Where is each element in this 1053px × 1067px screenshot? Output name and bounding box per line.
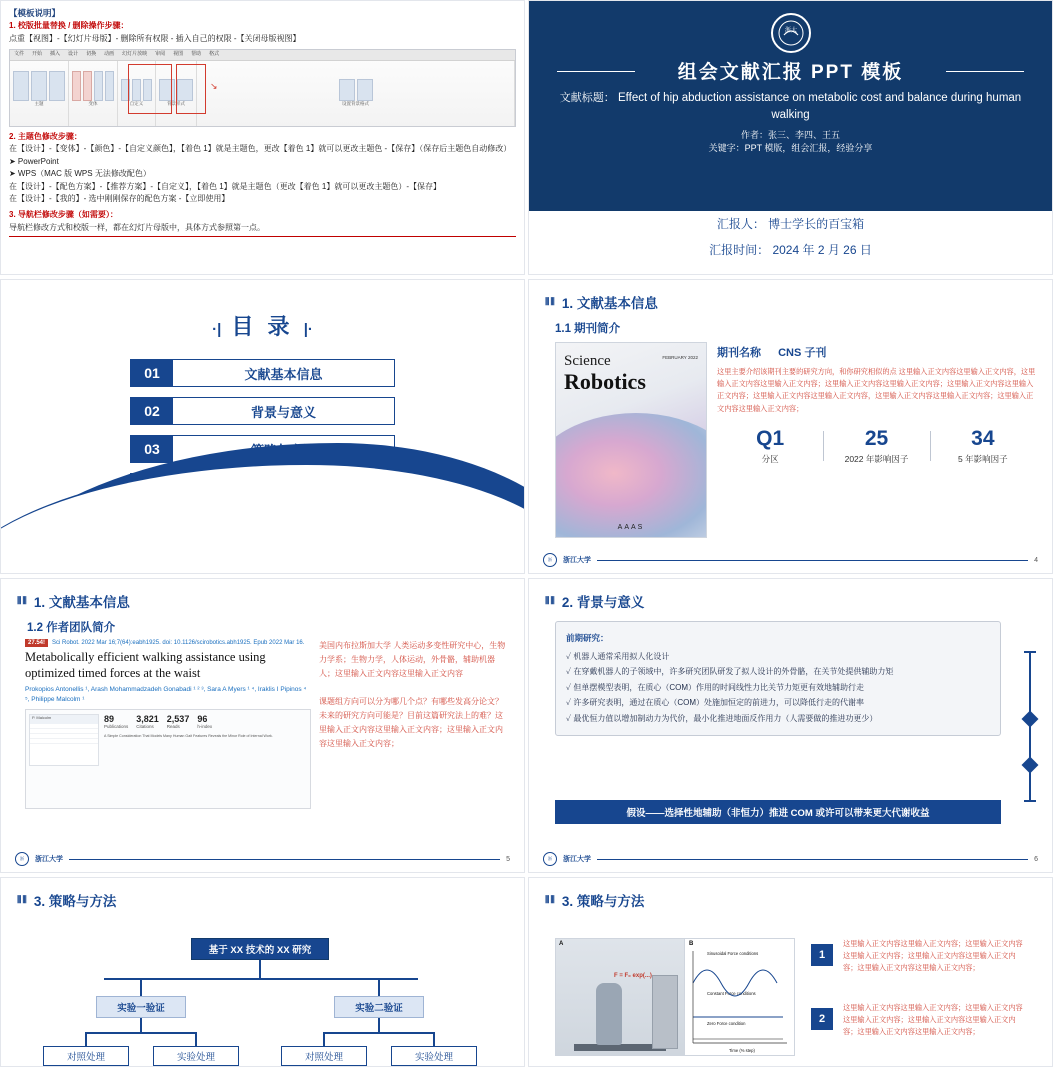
catalog-item-2[interactable] xyxy=(130,397,395,425)
background-bullet-5-text: 最优恒力值以增加制动力为代价，最小化推进地面反作用力（人需要做的推进功更少） xyxy=(573,713,878,723)
instructions-section1-title: 1. 校版批量替换 / 删除操作步骤： xyxy=(9,21,129,31)
journal-info xyxy=(717,342,1036,538)
ribbon-tab-2: 插入 xyxy=(50,50,61,57)
authors-section-title: 1. 文献基本信息 xyxy=(33,595,130,610)
catalog-item-1-label: 文献基本信息 xyxy=(173,360,394,386)
flowchart-connector xyxy=(85,1032,197,1034)
flowchart-connector xyxy=(259,960,261,978)
background-bullet-5: ✓ 最优恒力值以增加制动力为代价，最小化推进地面反作用力（人需要做的推进功更少） xyxy=(566,713,878,723)
university-logo-icon: 浙 xyxy=(15,852,29,866)
profile-stat-hindex-value: 96 xyxy=(197,714,208,725)
instructions-section2-line-2: ➤ WPS（MAC 版 WPS 无法修改配色） xyxy=(9,169,151,179)
ribbon-screenshot xyxy=(9,49,516,127)
ribbon-group-4-label: 设置背景格式 xyxy=(342,100,369,106)
authors-content xyxy=(1,635,524,809)
journal-metric-if5-value: 34 xyxy=(971,426,995,450)
background-bullet-2-text: 在穿戴机器人的子领域中，许多研究团队研发了拟人设计的外骨骼，在关节处提供辅助力矩 xyxy=(573,667,894,677)
journal-metric-if5 xyxy=(930,427,1036,465)
instructions-section2-line-3: 在【设计】-【配色方案】-【推荐方案】-【自定义】，【着色 1】就是主题色（更改【着色 1】就可以更改主题色）-【保存】 xyxy=(9,181,441,191)
ribbon-group-2-label: 自定义 xyxy=(129,100,144,106)
authors-sub-title: 1.2 作者团队简介 xyxy=(27,622,116,634)
slide-methods xyxy=(528,877,1053,1067)
profile-row xyxy=(30,739,98,744)
paper-head xyxy=(25,639,311,647)
ribbon-tab-7: 审阅 xyxy=(155,50,166,57)
catalog-title: 目 录 xyxy=(231,314,294,339)
walking-subject-icon xyxy=(596,983,622,1045)
ribbon-group-0 xyxy=(10,61,69,126)
background-bullet-4-text: 许多研究表明，通过在质心（COM）处施加恒定的前进力，可以降低行走的代谢率 xyxy=(573,698,865,708)
instructions-section2-line-0: 在【设计】-【变体】-【颜色】-【自定义颜色】，【着色 1】就是主题色，更改【着色 1】就可以更改主题色 -【保存】（保存后主题色自动修改） xyxy=(9,144,512,154)
university-logo-icon: 浙 xyxy=(543,553,557,567)
variant-icon xyxy=(72,71,81,101)
instructions-section3-line-0: 导航栏修改方式和校版一样，都在幻灯片母版中，具体方式参照第一点。 xyxy=(9,222,265,232)
slide-authors xyxy=(0,578,525,873)
methods-section-head xyxy=(529,878,1052,910)
ribbon-group-0-label: 主题 xyxy=(34,100,44,106)
profile-abstract-text: A Simple Consideration That Models Many Human Gait Features Reveals the Minor Role of Internal Work. xyxy=(104,734,273,739)
highlight-box-color xyxy=(176,64,206,114)
background-bullet-1-text: 机器人通常采用拟人化设计 xyxy=(573,651,670,661)
cover-keywords: 关键字：PPT 模版，组会汇报，经验分享 xyxy=(708,143,873,154)
cover-authors-block xyxy=(529,129,1052,156)
cover-authors: 作者：张三、李四、王五 xyxy=(740,129,840,140)
journal-cover-word2: Robotics xyxy=(564,369,646,394)
section-marker-icon: ⦀⦀ xyxy=(545,296,556,308)
flowchart-connector xyxy=(378,1018,380,1032)
cover-paper-label: 文献标题： xyxy=(559,92,615,104)
journal-name-label: 期刊名称 xyxy=(717,347,761,359)
equipment-rack-icon xyxy=(652,975,678,1049)
designer-icon xyxy=(357,79,373,101)
profile-stat-citations xyxy=(136,714,159,729)
cover-meta xyxy=(529,211,1052,264)
impact-badge: 27.54! xyxy=(25,639,48,647)
cover-reporter: 汇报人： 博士学长的百宝箱 xyxy=(716,217,865,231)
instructions-section3-title: 3. 导航栏修改步骤（如需要）： xyxy=(9,210,118,220)
paper-journal-line: Sci Robot. 2022 Mar 16;7(64):eabh1925. doi: 10.1126/scirobotics.abh1925. Epub 2022 Mar 16. xyxy=(52,640,305,646)
ribbon-tab-6: 幻灯片放映 xyxy=(122,50,148,57)
flowchart xyxy=(1,910,524,1063)
ribbon-tab-5: 动画 xyxy=(104,50,115,57)
svg-text:浙大: 浙大 xyxy=(784,28,797,34)
paper-authors: Prokopios Antonellis ¹, Arash Mohammadzadeh Gonabadi ¹ ² ³, Sara A Myers ¹ ⁴, Iraklis I Pipinos ⁴ ⁵, Philippe Malcolm ¹ xyxy=(25,686,307,703)
background-bullet-1: ✓ 机器人通常采用拟人化设计 xyxy=(566,651,670,661)
variant-icon xyxy=(83,71,92,101)
section-marker-icon: ⦀⦀ xyxy=(17,894,28,906)
format-background-icon xyxy=(339,79,355,101)
cover-top xyxy=(529,13,1052,185)
timeline-dot-2 xyxy=(1022,757,1039,774)
background-lead: 前期研究： xyxy=(566,633,609,643)
decorative-wave-white xyxy=(0,463,525,574)
instructions-section2-line-4: 在【设计】-【我的】- 选中刚刚保存的配色方案 -【立即使用】 xyxy=(9,194,230,204)
university-logo-icon xyxy=(771,13,811,53)
methods-figure xyxy=(555,938,795,1056)
profile-stat-reads-value: 2,537 xyxy=(166,714,190,725)
arrow-red-icon: ↘ xyxy=(210,80,218,91)
figure-curves xyxy=(687,947,795,1047)
authors-section-head xyxy=(1,579,524,611)
profile-stat-publications-value: 89 xyxy=(104,714,115,725)
authors-notes xyxy=(319,639,510,809)
slide-cover xyxy=(528,0,1053,275)
flowchart-section-head xyxy=(1,878,524,910)
flowchart-level3-2: 实验处理 xyxy=(153,1046,239,1066)
profile-stat-citations-value: 3,821 xyxy=(136,714,159,725)
flowchart-level2-1: 实验一验证 xyxy=(96,996,186,1018)
journal-metric-if-label: 2022 年影响因子 xyxy=(844,453,909,464)
profile-card-box xyxy=(29,714,99,766)
catalog-deco-left: ·| xyxy=(212,321,222,338)
footer-rule xyxy=(69,859,500,860)
profile-stat-publications xyxy=(104,714,128,729)
catalog-item-1[interactable] xyxy=(130,359,395,387)
timeline-dot-1 xyxy=(1022,711,1039,728)
cover-bottom xyxy=(529,211,1052,275)
background-bullet-2: ✓ 在穿戴机器人的子领域中，许多研究团队研发了拟人设计的外骨骼，在关节处提供辅助力矩 xyxy=(566,667,894,677)
flowchart-connector xyxy=(433,1032,435,1046)
section-marker-icon: ⦀⦀ xyxy=(545,595,556,607)
footer-rule xyxy=(597,560,1028,561)
footer-logo-text: 浙江大学 xyxy=(35,856,63,863)
theme-icon xyxy=(13,71,29,101)
journal-metric-quartile-label: 分区 xyxy=(761,453,779,464)
catalog-title-row xyxy=(1,310,524,341)
ribbon-group-4 xyxy=(197,61,515,126)
highlight-box-variant xyxy=(128,64,172,114)
curve-label-zero: Zero Force condition xyxy=(707,1021,746,1026)
journal-name-row xyxy=(717,344,1036,360)
variant-icon xyxy=(94,71,103,101)
flowchart-root: 基于 XX 技术的 XX 研究 xyxy=(191,938,329,960)
profile-stat-hindex xyxy=(197,714,212,729)
journal-content xyxy=(529,336,1052,538)
background-section-title: 2. 背景与意义 xyxy=(561,595,645,610)
flowchart-section-title: 3. 策略与方法 xyxy=(33,894,117,909)
flowchart-level3-3: 对照处理 xyxy=(281,1046,367,1066)
journal-section-title: 1. 文献基本信息 xyxy=(561,296,658,311)
theme-icon xyxy=(49,71,65,101)
profile-stat-reads xyxy=(167,714,190,729)
figure-panel-a-label: A xyxy=(559,941,564,947)
flowchart-connector xyxy=(140,1018,142,1032)
background-bullet-3-text: 但单摆模型表明，在质心（COM）作用的时间线性力比关节力矩更有效地辅助行走 xyxy=(573,682,865,692)
cover-title: 组会文献汇报 PPT 模板 xyxy=(529,57,1052,84)
journal-metric-if-value: 25 xyxy=(864,426,889,450)
instructions-section2-line-1: ➤ PowerPoint xyxy=(9,156,59,166)
flowchart-connector xyxy=(378,978,380,996)
journal-metric-if5-label: 5 年影响因子 xyxy=(958,453,1008,464)
journal-sub-title: 1.1 期刊简介 xyxy=(555,323,621,335)
curve-label-constant: Constant Force conditions xyxy=(707,991,756,996)
catalog-item-3-number: 03 xyxy=(131,436,173,462)
background-footer xyxy=(529,852,1052,866)
authors-note-2: 课题组方向可以分为哪几个点？有哪些发高分论文？未来的研究方向可能是？目前这篇研究法上的难？这里输入正文内容这里输入正文内容；这里输入正文内容这里输入正文内容； xyxy=(319,697,503,748)
flowchart-level3-1: 对照处理 xyxy=(43,1046,129,1066)
cover-art-swirl xyxy=(555,413,707,538)
flowchart-connector xyxy=(323,1032,325,1046)
variant-icon xyxy=(105,71,114,101)
ribbon-tab-4: 切换 xyxy=(86,50,97,57)
slide-journal xyxy=(528,279,1053,574)
instructions-section2-title: 2. 主题色修改步骤： xyxy=(9,131,82,141)
section-marker-icon: ⦀⦀ xyxy=(545,894,556,906)
curve-label-sinusoidal: Sinusoidal Force conditions xyxy=(707,951,759,956)
background-bullet-3: ✓ 但单摆模型表明，在质心（COM）作用的时间线性力比关节力矩更有效地辅助行走 xyxy=(566,682,865,692)
theme-icon xyxy=(31,71,47,101)
ribbon-body xyxy=(10,61,515,126)
methods-step-1-text: 这里输入正文内容这里输入正文内容；这里输入正文内容这里输入正文内容；这里输入正文内容这里输入正文内容；这里输入正文内容这里输入正文内容； xyxy=(843,939,1023,973)
ribbon-tab-9: 帮助 xyxy=(191,50,202,57)
figure-panel-b-label: B xyxy=(689,941,694,947)
background-box xyxy=(555,621,1001,736)
footer-logo-text: 浙江大学 xyxy=(563,856,591,863)
hypothesis-banner: 假设——选择性地辅助（非恒力）推进 COM 或许可以带来更大代谢收益 xyxy=(555,800,1001,824)
ribbon-group-1-label: 变体 xyxy=(88,100,98,106)
profile-stats xyxy=(104,714,306,729)
catalog-item-2-number: 02 xyxy=(131,398,173,424)
background-bullet-4: ✓ 许多研究表明，通过在质心（COM）处施加恒定的前进力，可以降低行走的代谢率 xyxy=(566,698,865,708)
figure-panel-a xyxy=(556,939,684,1055)
journal-metrics xyxy=(717,427,1036,465)
journal-cover-word1: Science xyxy=(564,353,611,369)
divider xyxy=(9,236,516,237)
flowchart-connector xyxy=(104,978,418,980)
catalog-item-1-number: 01 xyxy=(131,360,173,386)
profile-name: P. Malcolm xyxy=(30,715,98,724)
catalog-deco-right: |· xyxy=(303,321,313,338)
ribbon-tab-0: 文件 xyxy=(14,50,25,57)
slide-instructions xyxy=(0,0,525,275)
paper-card xyxy=(25,639,311,809)
timeline-cap-bottom xyxy=(1024,800,1036,802)
ribbon-tabs xyxy=(10,50,515,61)
figure-axis-label: Time (% step) xyxy=(729,1048,755,1053)
page-number: 5 xyxy=(506,855,510,863)
authors-footer xyxy=(1,852,524,866)
journal-metric-quartile xyxy=(717,427,823,465)
journal-footer xyxy=(529,553,1052,567)
cover-date: 汇报时间： 2024 年 2 月 26 日 xyxy=(709,243,872,258)
journal-metric-quartile-value: Q1 xyxy=(756,426,785,450)
university-logo-icon: 浙 xyxy=(543,852,557,866)
figure-force-label: F = F₀ exp(...) xyxy=(614,973,652,979)
section-marker-icon: ⦀⦀ xyxy=(17,595,28,607)
catalog-item-2-label: 背景与意义 xyxy=(173,398,394,424)
profile-stat-citations-label: Citations xyxy=(136,724,154,730)
journal-body-text: 这里主要介绍该期刊主要的研究方向，和你研究相似的点 这里输入正文内容这里输入正文内容，这里输入正文内容这里输入正文内容；这里输入正文内容这里输入正文内容；这里输入正文内容这里输入正文内容；这里输入正文内容这里输入正文内容，这里输入正文内容这里输入正文内容；这里输入正文内容这里输入正文内容； xyxy=(717,367,1036,413)
ribbon-group-1 xyxy=(69,61,118,126)
flowchart-level2-2: 实验二验证 xyxy=(334,996,424,1018)
methods-section-title: 3. 策略与方法 xyxy=(561,894,645,909)
profile-stat-reads-label: Reads xyxy=(166,724,180,730)
researchgate-screenshot xyxy=(25,709,311,809)
ribbon-group-3-label: 背景样式 xyxy=(167,100,185,106)
ribbon-tab-1: 开始 xyxy=(32,50,43,57)
ribbon-group-4-icons xyxy=(339,63,373,101)
instructions-section1-line-0: 点重【视图】-【幻灯片母版】- 删除所有权限 - 插入自己的权限 -【关闭母版视图】 xyxy=(9,33,301,43)
slide-background xyxy=(528,578,1053,873)
slide-catalog xyxy=(0,279,525,574)
journal-section-head xyxy=(529,280,1052,312)
footer-logo-text: 浙江大学 xyxy=(563,557,591,564)
flowchart-connector xyxy=(323,1032,435,1034)
paper-title: Metabolically efficient walking assistance using optimized timed forces at the waist xyxy=(25,650,266,680)
cover-paper xyxy=(529,90,1052,124)
methods-step-1-number: 1 xyxy=(811,944,833,966)
flowchart-level3-4: 实验处理 xyxy=(391,1046,477,1066)
journal-cover-image xyxy=(555,342,707,538)
page-number: 6 xyxy=(1034,855,1038,863)
flowchart-connector xyxy=(195,1032,197,1046)
cover-paper-title: Effect of hip abduction assistance on metabolic cost and balance during human walking xyxy=(618,92,1022,121)
flowchart-connector xyxy=(85,1032,87,1046)
ribbon-tab-8: 视图 xyxy=(173,50,184,57)
profile-stat-hindex-label: h-index xyxy=(197,724,213,730)
journal-cover-publisher: AAAS xyxy=(617,524,645,531)
background-section-head xyxy=(529,579,1052,611)
journal-metric-if xyxy=(823,427,929,465)
footer-rule xyxy=(597,859,1028,860)
authors-note-1: 美国内布拉斯加大学 人类运动多变性研究中心，生物力学系；生物力学，人体运动，外骨骼，辅助机器人；这里输入正文内容这里输入正文内容 xyxy=(319,641,506,678)
page-number: 4 xyxy=(1034,556,1038,564)
methods-step-2-number: 2 xyxy=(811,1008,833,1030)
profile-stat-publications-label: Publications xyxy=(104,724,129,730)
ribbon-tab-3: 设计 xyxy=(68,50,79,57)
ribbon-group-0-icons xyxy=(13,63,65,101)
background-timeline xyxy=(1020,651,1040,802)
journal-name-value: CNS 子刊 xyxy=(778,347,827,359)
methods-step-2-text: 这里输入正文内容这里输入正文内容；这里输入正文内容这里输入正文内容；这里输入正文内容这里输入正文内容；这里输入正文内容这里输入正文内容； xyxy=(843,1003,1023,1037)
flowchart-connector xyxy=(140,978,142,996)
ribbon-tab-10: 格式 xyxy=(209,50,220,57)
instructions-heading: 【模板说明】 xyxy=(9,8,61,18)
figure-panel-b xyxy=(684,939,794,1055)
timeline-cap-top xyxy=(1024,651,1036,653)
ribbon-group-1-icons xyxy=(72,63,114,101)
journal-cover-issue: FEBRUARY 2022 xyxy=(662,355,698,360)
profile-card xyxy=(29,714,99,766)
slide-flowchart xyxy=(0,877,525,1067)
